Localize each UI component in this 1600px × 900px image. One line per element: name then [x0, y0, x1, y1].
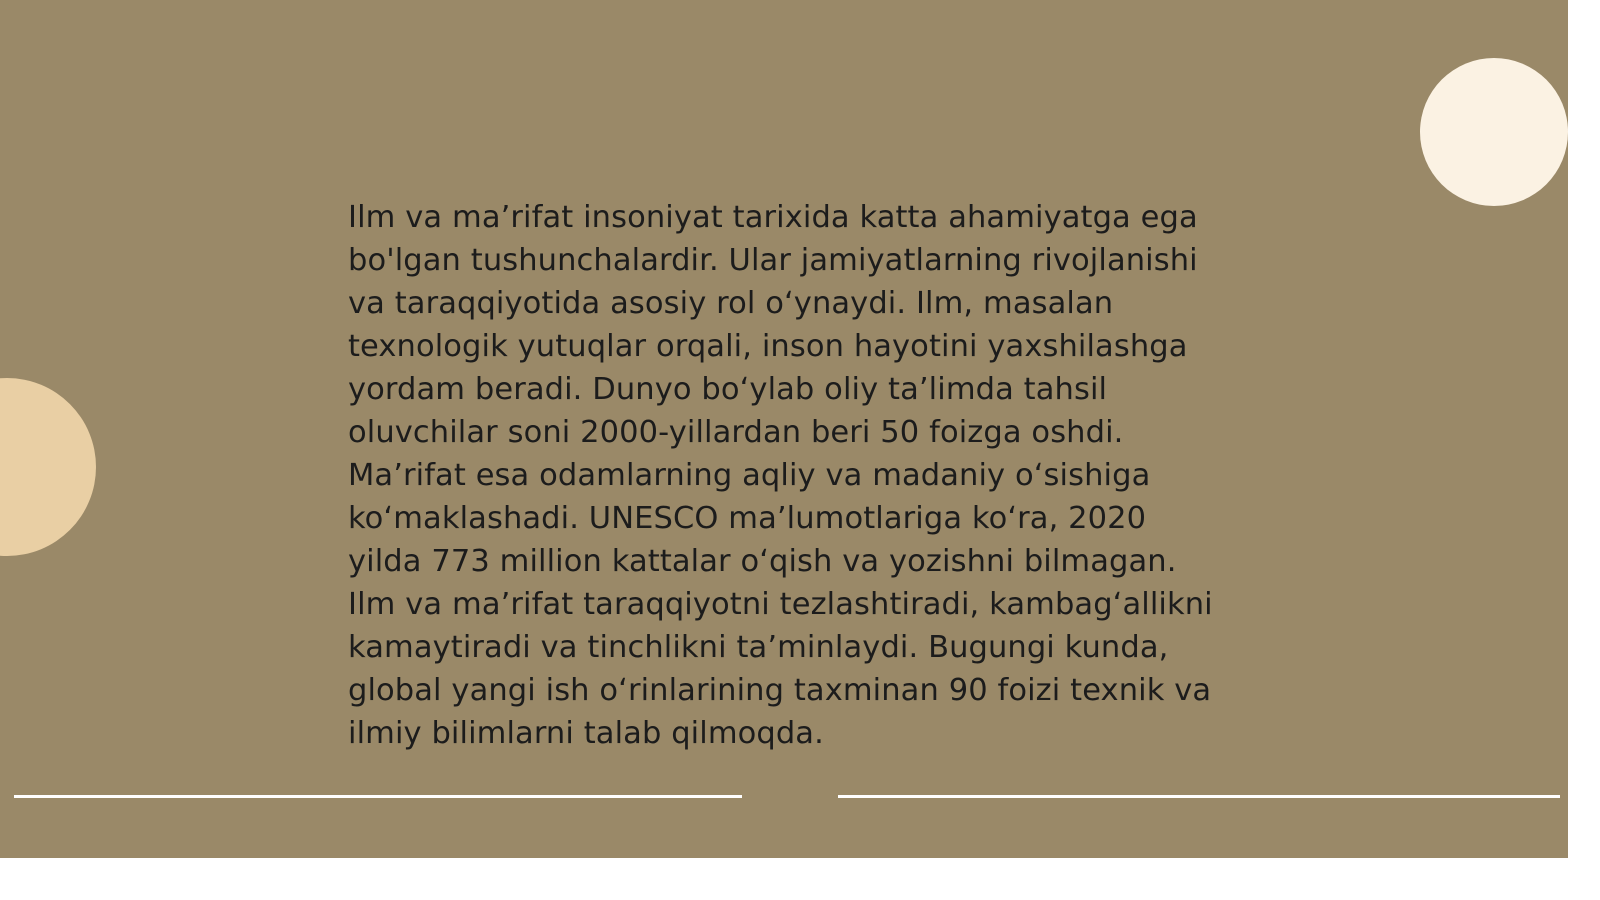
- frame-border-bottom: [0, 858, 1600, 900]
- slide-body-text: Ilm va ma’rifat insoniyat tarixida katta ahamiyatga ega bo'lgan tushunchalardir. Ular jamiyatlarning rivojlanishi va taraqqiyotida asosiy rol o‘ynaydi. Ilm, masalan texnologik yutuqlar orqali, inson hayotini yaxshilashga yordam beradi. Dunyo bo‘ylab oliy ta’limda tahsil oluvchilar soni 2000-yillardan beri 50 foizga oshdi. Ma’rifat esa odamlarning aqliy va madaniy o‘sishiga ko‘maklashadi. UNESCO ma’lumotlariga ko‘ra, 2020 yilda 773 million kattalar o‘qish va yozishni bilmagan. Ilm va ma’rifat taraqqiyotni tezlashtiradi, kambag‘allikni kamaytiradi va tinchlikni ta’minlaydi. Bugungi kunda, global yangi ish o‘rinlarining taxminan 90 foizi texnik va ilmiy bilimlarni talab qilmoqda.: [348, 200, 1223, 751]
- divider-line-right: [838, 795, 1560, 798]
- decorative-circle-left-icon: [0, 378, 96, 556]
- frame-border-right: [1568, 0, 1600, 900]
- divider-line-left: [14, 795, 742, 798]
- decorative-circle-top-right-icon: [1420, 58, 1568, 206]
